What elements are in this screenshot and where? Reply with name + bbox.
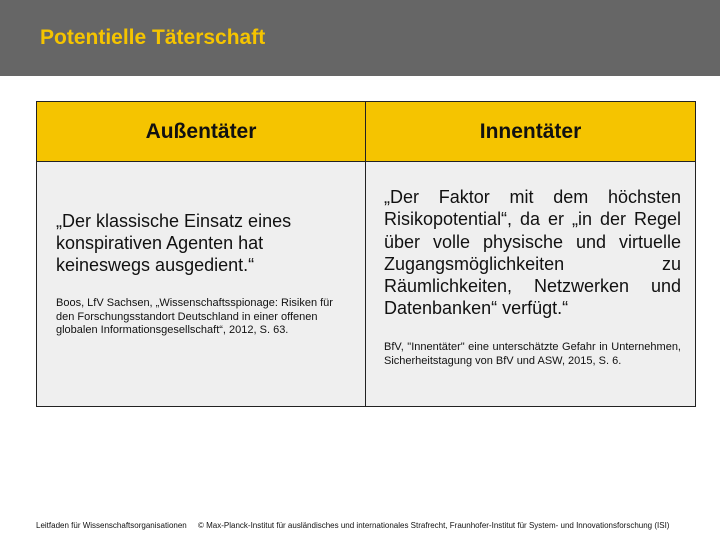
insider-source: BfV, "Innentäter" eine unterschätzte Gefahr in Unternehmen, Sicherheitstagung von BfV und ASW, 2015, S. 6. [384,340,681,367]
footer-copyright: © Max-Planck-Institut für ausländisches und internationales Strafrecht, Fraunhofer-Institut für System- und Innovationsforschung (ISI) [198,521,670,530]
cell-insider [366,162,695,406]
insider-quote: „Der Faktor mit dem höchsten Risikopotential“, da er „in der Regel über volle physische und virtuelle Zugangsmöglichkeiten zu Räumlichkeiten, Netzwerken und Datenbanken“ verfügt.“ [384,187,681,319]
cell-outsider [37,162,366,406]
outsider-quote: „Der klassische Einsatz eines konspirativen Agenten hat keineswegs ausgedient.“ [56,211,292,275]
slide-title: Potentielle Täterschaft [40,26,266,49]
comparison-table [36,101,696,407]
column-header-insider: Innentäter [366,102,695,162]
column-header-outsider: Außentäter [37,102,366,162]
outsider-source: Boos, LfV Sachsen, „Wissenschaftsspionage: Risiken für den Forschungsstandort Deutschland in einer offenen globalen Informationsgesellschaft“, 2012, S. 63. [56,297,333,336]
footer-guide-label: Leitfaden für Wissenschaftsorganisationen [36,521,187,530]
header-bar [0,0,720,76]
